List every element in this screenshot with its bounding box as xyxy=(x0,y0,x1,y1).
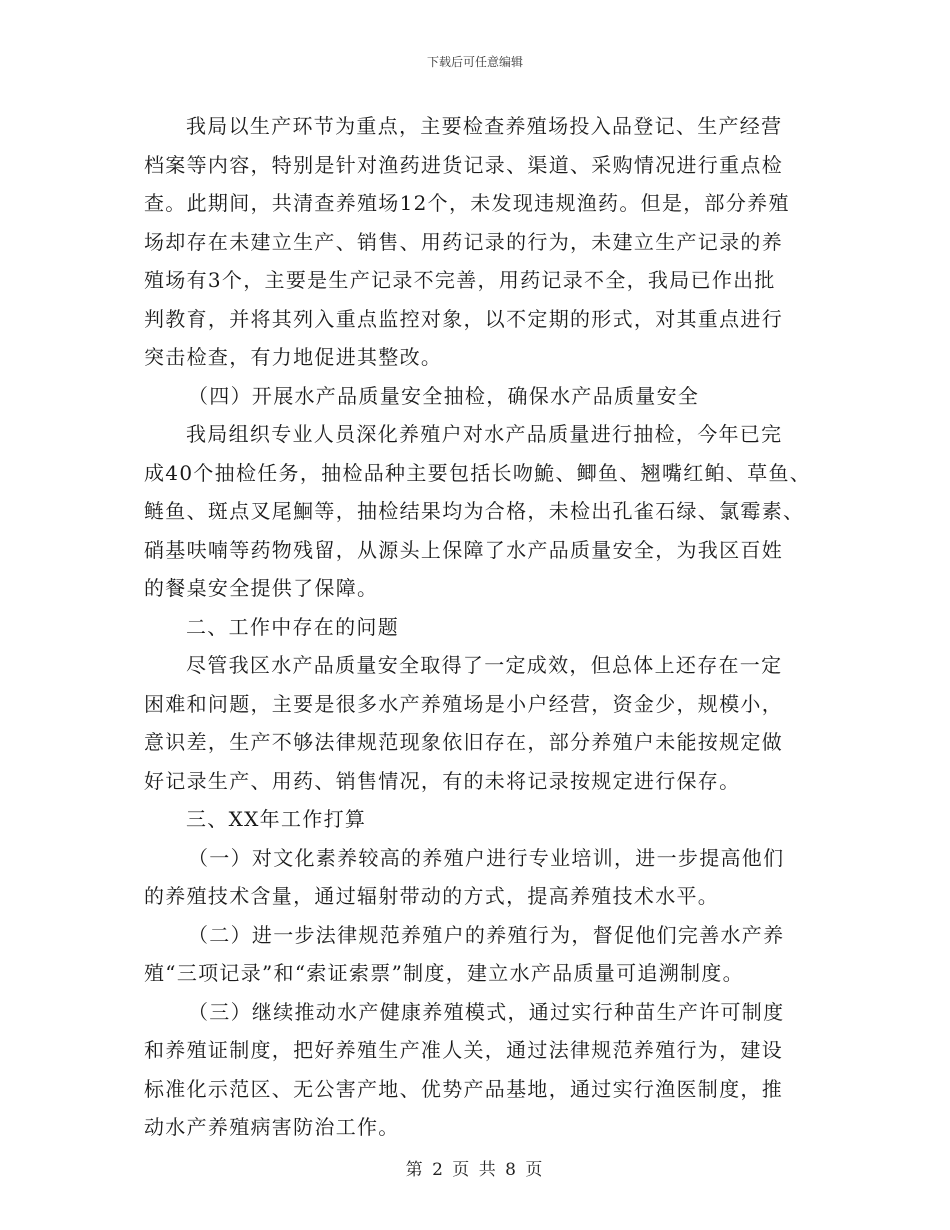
document-body xyxy=(144,107,824,1147)
paragraph-line: 的餐桌安全提供了保障。 xyxy=(144,576,379,600)
paragraph-line: 殖“三项记录”和“索证索票”制度，建立水产品质量可追溯制度。 xyxy=(144,961,744,985)
paragraph-line: 查。此期间，共清查养殖场12个，未发现违规渔药。但是，部分养殖 xyxy=(144,191,790,215)
paragraph-line: 标准化示范区、无公害产地、优势产品基地，通过实行渔医制度，推 xyxy=(144,1076,783,1101)
page-header: 下载后可任意编辑 xyxy=(426,55,523,69)
paragraph-line: （三）继续推动水产健康养殖模式，通过实行种苗生产许可制度 xyxy=(188,999,785,1024)
paragraph-line: 成40个抽检任务，抽检品种主要包括长吻鮠、鲫鱼、翘嘴红鲌、草鱼、 xyxy=(144,460,812,485)
paragraph-line: 档案等内容，特别是针对渔药进货记录、渠道、采购情况进行重点检 xyxy=(144,152,783,177)
paragraph-line: 的养殖技术含量，通过辐射带动的方式，提高养殖技术水平。 xyxy=(144,884,720,908)
paragraph-line: （一）对文化素养较高的养殖户进行专业培训，进一步提高他们 xyxy=(188,845,785,870)
paragraph-line: 尽管我区水产品质量安全取得了一定成效，但总体上还存在一定 xyxy=(186,653,783,677)
section-heading: （四）开展水产品质量安全抽检，确保水产品质量安全 xyxy=(188,383,700,408)
paragraph-line: 我局以生产环节为重点，主要检查养殖场投入品登记、生产经营 xyxy=(186,114,783,138)
paragraph-line: 殖场有3个，主要是生产记录不完善，用药记录不全，我局已作出批 xyxy=(144,268,776,292)
paragraph-line: 硝基呋喃等药物残留，从源头上保障了水产品质量安全，为我区百姓 xyxy=(144,537,783,562)
paragraph-line: 场却存在未建立生产、销售、用药记录的行为，未建立生产记录的养 xyxy=(144,229,783,254)
paragraph-line: 我局组织专业人员深化养殖户对水产品质量进行抽检，今年已完 xyxy=(186,422,783,446)
paragraph-line: 和养殖证制度，把好养殖生产准人关，通过法律规范养殖行为，建设 xyxy=(144,1038,783,1062)
section-heading: 三、XX年工作打算 xyxy=(186,807,367,831)
paragraph-line: 意识差，生产不够法律规范现象依旧存在，部分养殖户未能按规定做 xyxy=(144,730,783,754)
page-footer: 第 2 页 共 8 页 xyxy=(405,1160,545,1180)
paragraph-line: 鲢鱼、斑点叉尾鮰等，抽检结果均为合格，未检出孔雀石绿、氯霉素、 xyxy=(144,499,805,523)
paragraph-line: 好记录生产、用药、销售情况，有的未将记录按规定进行保存。 xyxy=(144,768,741,793)
paragraph-line: 突击检查，有力地促进其整改。 xyxy=(144,345,443,369)
paragraph-line: （二）进一步法律规范养殖户的养殖行为，督促他们完善水产养 xyxy=(188,922,785,947)
paragraph-line: 动水产养殖病害防治工作。 xyxy=(144,1115,400,1139)
section-heading: 二、工作中存在的问题 xyxy=(186,614,399,639)
paragraph-line: 判教育，并将其列入重点监控对象，以不定期的形式，对其重点进行 xyxy=(144,306,783,331)
paragraph-line: 困难和问题，主要是很多水产养殖场是小户经营，资金少，规模小， xyxy=(144,691,783,716)
